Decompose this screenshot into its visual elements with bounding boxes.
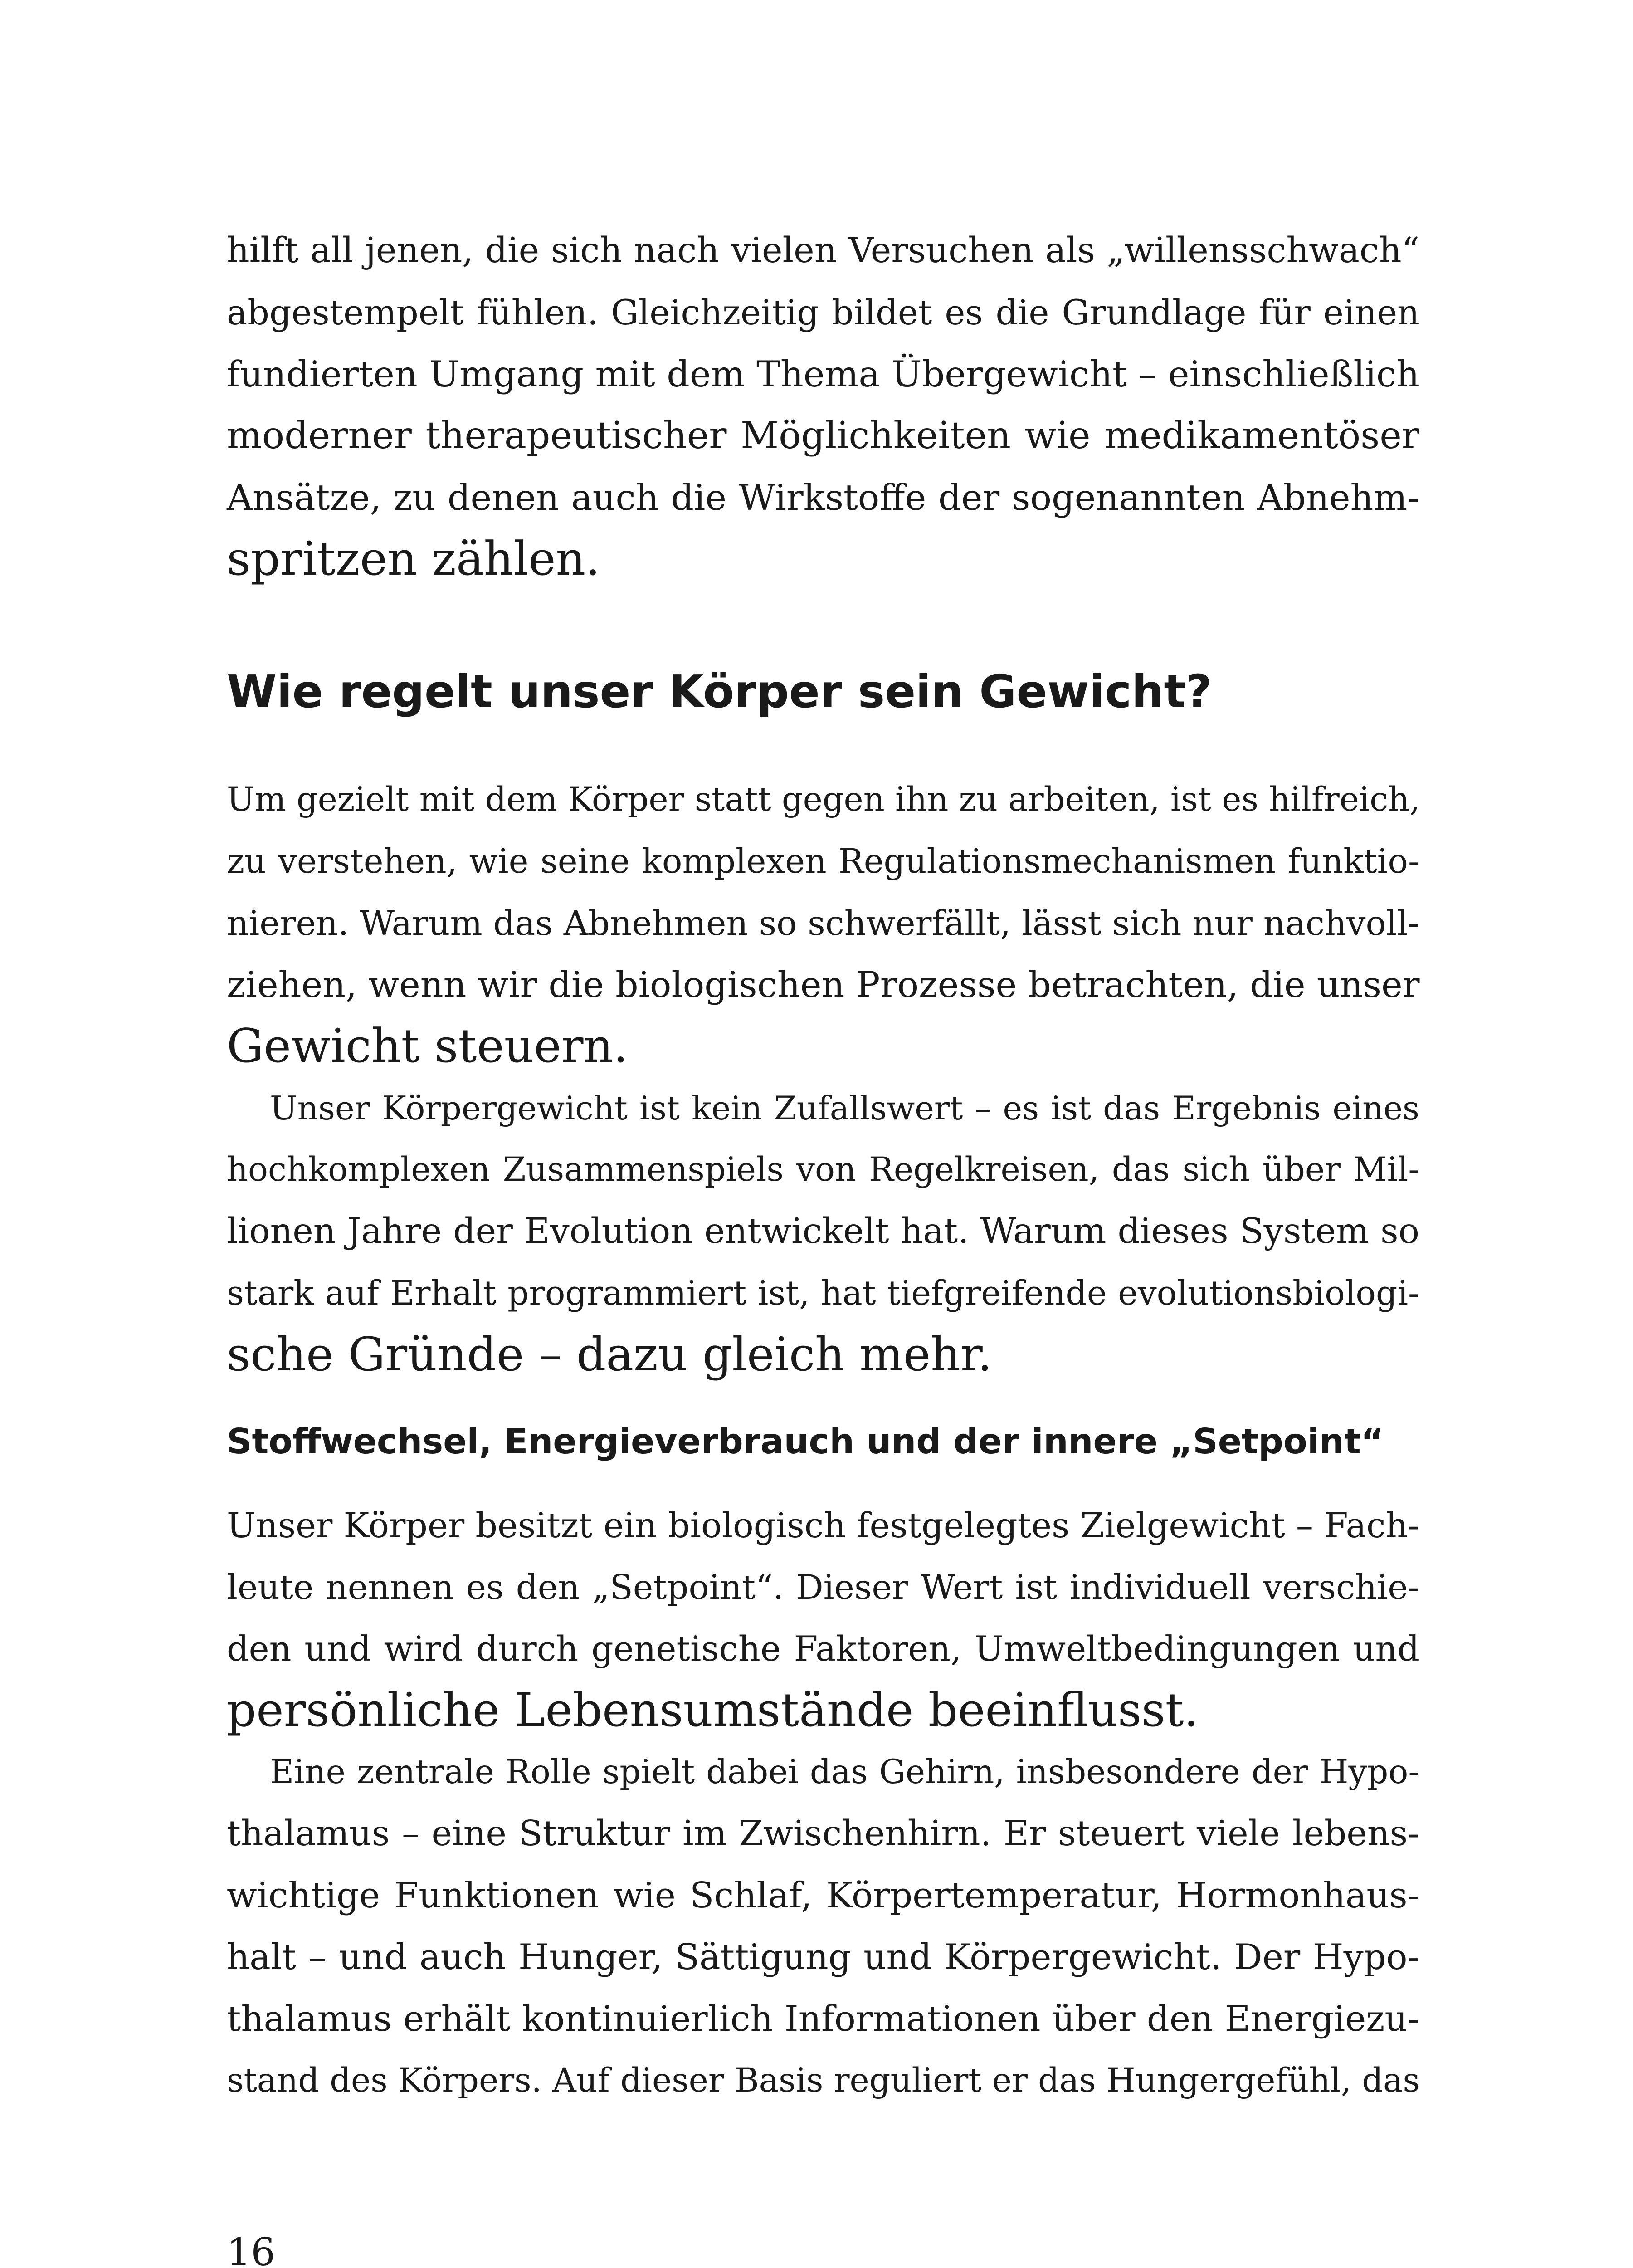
text-line: persönliche Lebensumstände beeinflusst. (227, 1683, 1199, 1737)
text-line: wichtige Funktionen wie Schlaf, Körpertemperatur, Hormonhaus- (227, 1875, 1419, 1916)
text-line: thalamus erhält kontinuierlich Informationen über den Energiezu- (227, 1999, 1419, 2039)
text-line: hochkomplexen Zusammenspiels von Regelkreisen, das sich über Mil- (227, 1150, 1419, 1189)
text-line: ziehen, wenn wir die biologischen Prozesse betrachten, die unser (227, 964, 1420, 1006)
text-line: hilft all jenen, die sich nach vielen Versuchen als „willensschwach“ (227, 230, 1419, 271)
page-number: 16 (227, 2230, 275, 2268)
text-line: lionen Jahre der Evolution entwickelt hat. Warum dieses System so (227, 1211, 1419, 1251)
text-line: Ansätze, zu denen auch die Wirkstoffe der sogenannten Abnehm- (227, 477, 1419, 518)
text-line: zu verstehen, wie seine komplexen Regulationsmechanismen funktio- (227, 842, 1419, 881)
text-line: Um gezielt mit dem Körper statt gegen ihn zu arbeiten, ist es hilfreich, (227, 780, 1420, 819)
text-line: Eine zentrale Rolle spielt dabei das Gehirn, insbesondere der Hypo- (270, 1753, 1419, 1791)
text-line: Gewicht steuern. (227, 1019, 628, 1073)
text-line: Unser Körpergewicht ist kein Zufallswert – es ist das Ergebnis eines (270, 1089, 1419, 1127)
text-line: fundierten Umgang mit dem Thema Übergewicht – einschließlich (227, 353, 1419, 395)
text-line: leute nennen es den „Setpoint“. Dieser Wert ist individuell verschie- (227, 1567, 1419, 1607)
text-line: sche Gründe – dazu gleich mehr. (227, 1328, 992, 1382)
section-heading: Wie regelt unser Körper sein Gewicht? (227, 665, 1212, 718)
text-line: stand des Körpers. Auf dieser Basis reguliert er das Hungergefühl, das (227, 2061, 1420, 2100)
text-line: den und wird durch genetische Faktoren, Umweltbedingungen und (227, 1628, 1419, 1669)
text-line: thalamus – eine Struktur im Zwischenhirn. Er steuert viele lebens- (227, 1813, 1419, 1854)
subsection-heading: Stoffwechsel, Energieverbrauch und der innere „Setpoint“ (227, 1422, 1384, 1462)
text-line: Unser Körper besitzt ein biologisch festgelegtes Zielgewicht – Fach- (227, 1505, 1420, 1545)
text-line: halt – und auch Hunger, Sättigung und Körpergewicht. Der Hypo- (227, 1937, 1419, 1978)
text-line: stark auf Erhalt programmiert ist, hat tiefgreifende evolutionsbiologi- (227, 1274, 1419, 1313)
text-line: moderner therapeutischer Möglichkeiten wie medikamentöser (227, 414, 1419, 457)
text-line: nieren. Warum das Abnehmen so schwerfällt, lässt sich nur nachvoll- (227, 903, 1419, 943)
text-line: spritzen zählen. (227, 532, 600, 586)
text-line: abgestempelt fühlen. Gleichzeitig bildet es die Grundlage für einen (227, 292, 1419, 332)
